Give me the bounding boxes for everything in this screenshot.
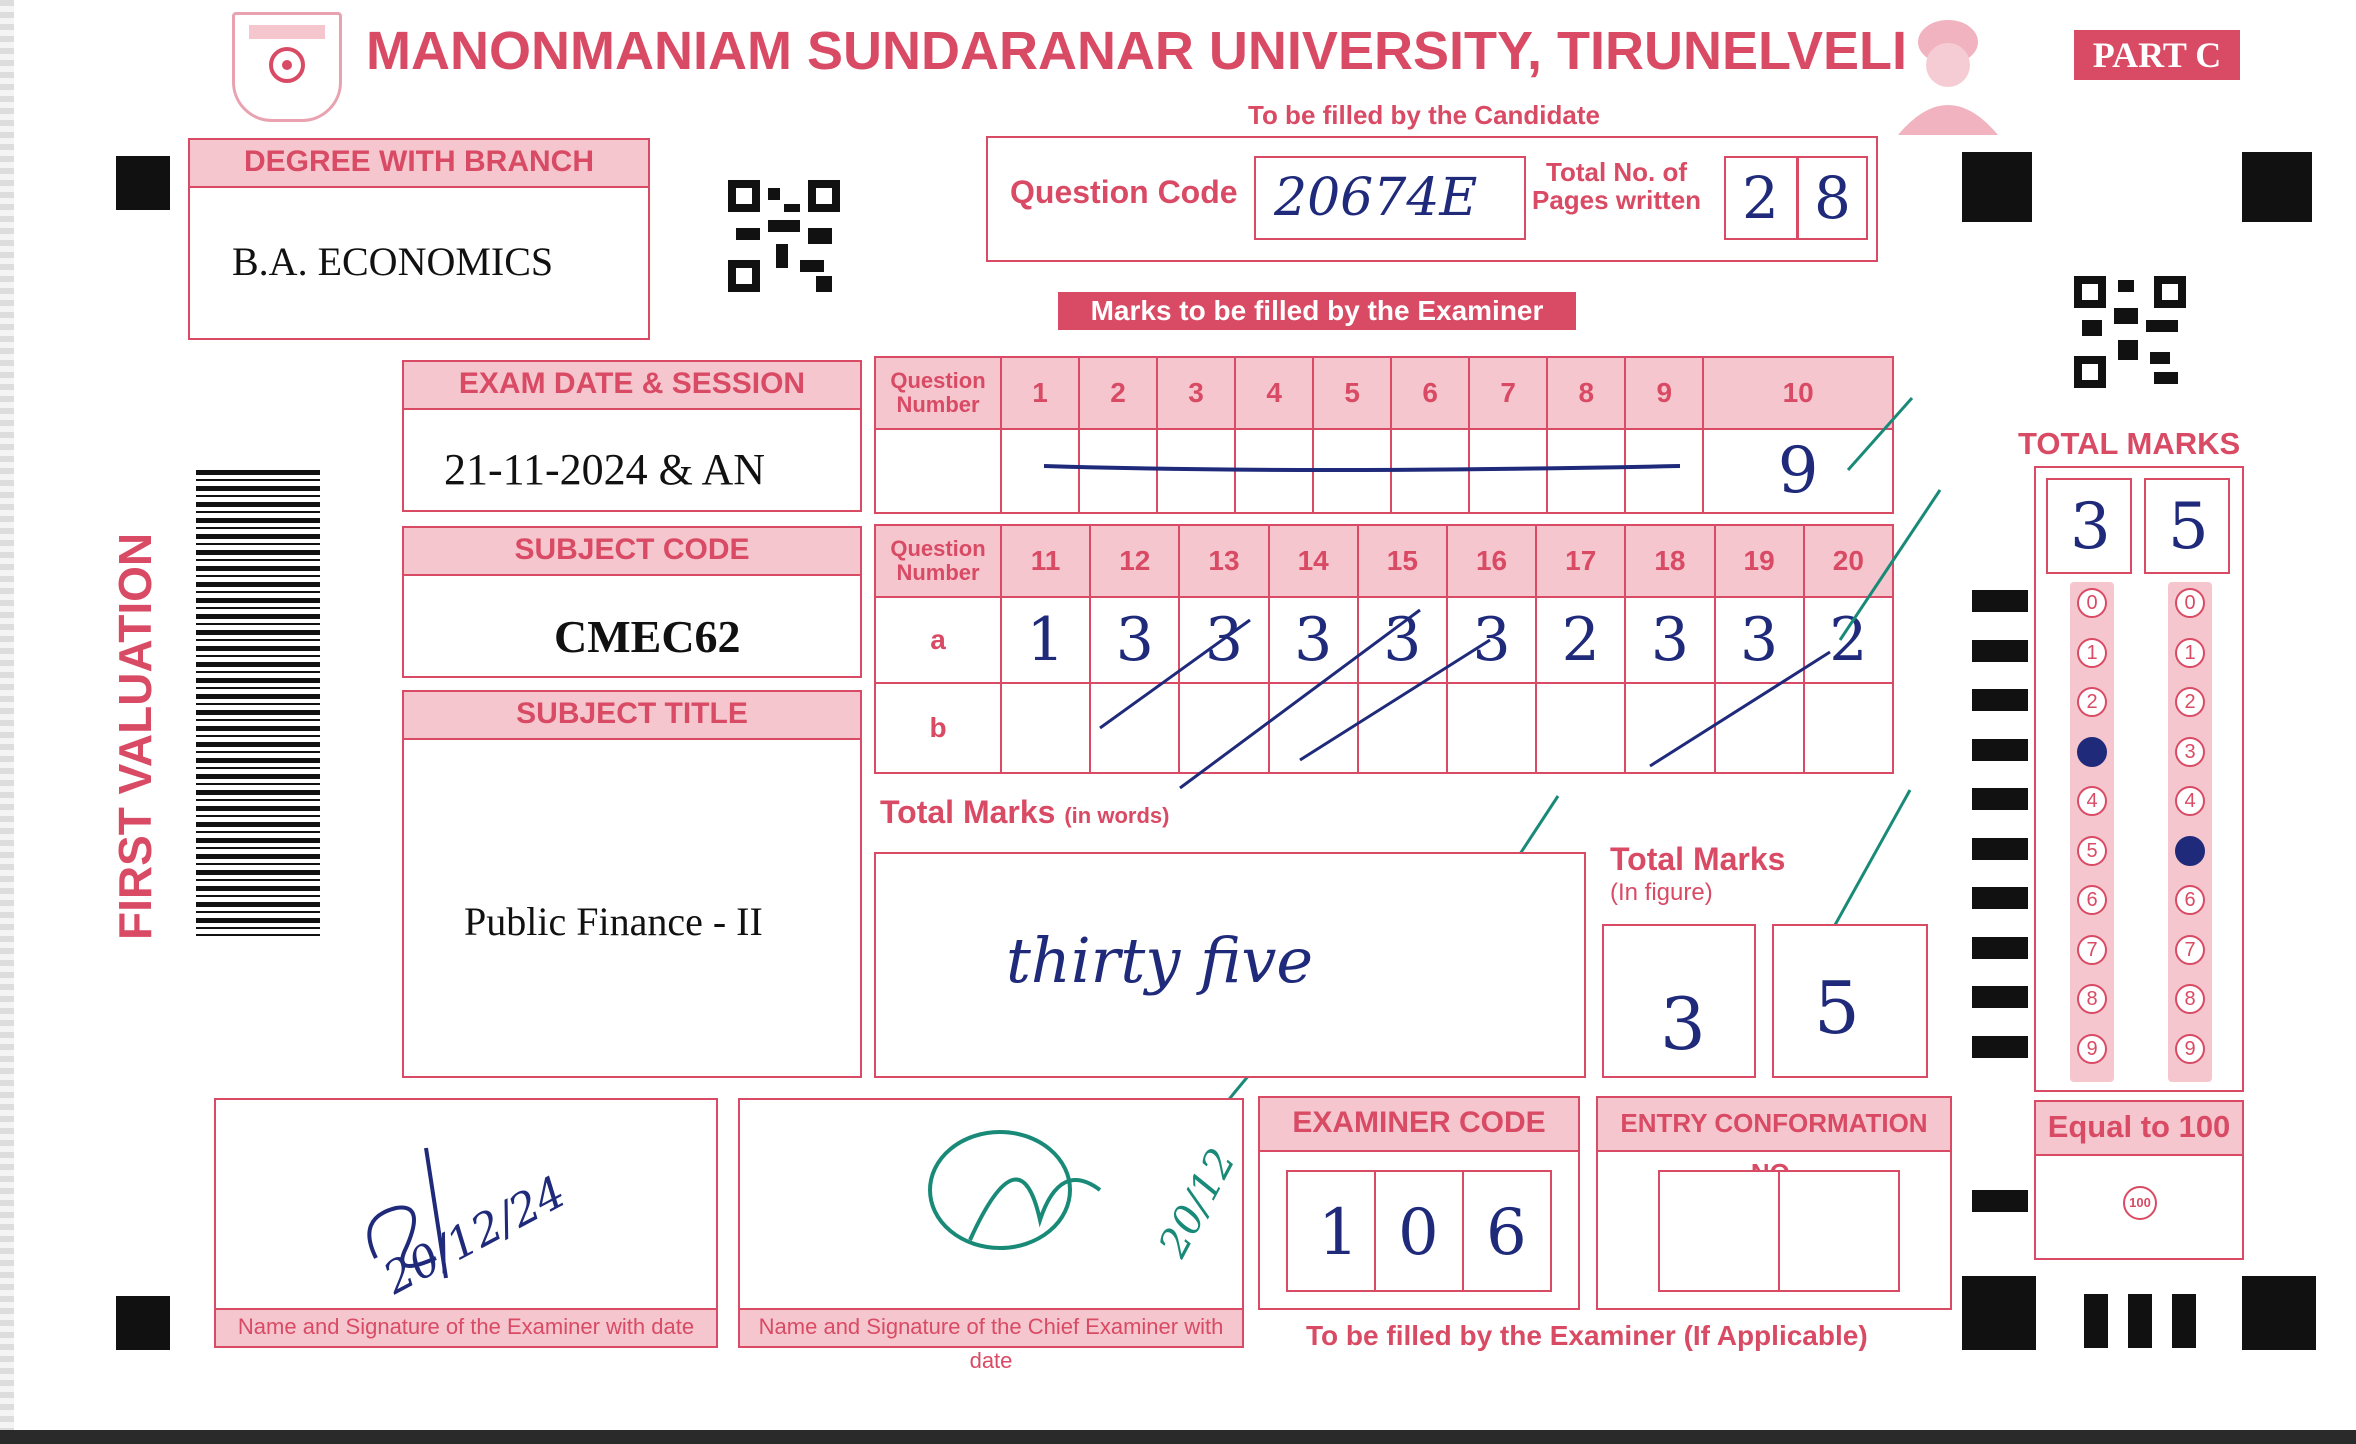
total-words-value: thirty five [1006, 924, 1314, 997]
examiner-code-digit: 6 [1486, 1196, 1527, 1270]
q-number: 16 [1447, 525, 1536, 597]
units-bubble-9[interactable]: 9 [2175, 1034, 2205, 1064]
mark-value: 3 [1294, 605, 1333, 675]
footer-note: To be filled by the Examiner (If Applicable) [1306, 1320, 1868, 1351]
mark-value: 1 [1026, 605, 1065, 675]
equal-100-label: Equal to 100 [2036, 1102, 2242, 1156]
university-name: MANONMANIAM SUNDARANAR UNIVERSITY, TIRUNELVELI [366, 21, 1908, 81]
examiner-code-label: EXAMINER CODE [1260, 1098, 1578, 1152]
examiner-banner: Marks to be filled by the Examiner [1058, 292, 1576, 330]
pages-label-line2: Pages written [1532, 185, 1702, 215]
exam-date-value: 21-11-2024 & AN [444, 445, 766, 494]
subject-code-value: CMEC62 [554, 611, 741, 662]
candidate-note: To be filled by the Candidate [1248, 100, 1600, 130]
subject-title-value: Public Finance - II [464, 899, 763, 944]
total-figure-digit-1: 3 [1660, 982, 1706, 1066]
q-label-line1: Question [890, 536, 986, 561]
q-number: 9 [1625, 357, 1703, 429]
tens-bubble-7[interactable]: 7 [2077, 935, 2107, 965]
mark-value: 3 [1740, 605, 1779, 675]
tens-bubble-5[interactable]: 5 [2077, 836, 2107, 866]
row-b-label: b [875, 683, 1001, 773]
mark-value: 2 [1561, 605, 1600, 675]
tens-digit: 3 [2070, 490, 2111, 564]
chief-date: 20/12 [1150, 1141, 1246, 1265]
total-marks-panel [2034, 466, 2244, 1092]
tens-bubble-2[interactable]: 2 [2077, 687, 2107, 717]
tens-bubble-4[interactable]: 4 [2077, 786, 2107, 816]
entry-conformation-box [1596, 1096, 1952, 1310]
row-a-label: a [875, 597, 1001, 683]
units-bubble-5[interactable] [2175, 836, 2205, 866]
q-number: 5 [1313, 357, 1391, 429]
examiner-signature-box[interactable] [214, 1098, 718, 1348]
q-label-line2: Number [896, 392, 980, 417]
subject-title-label: SUBJECT TITLE [404, 692, 860, 740]
subject-code-label: SUBJECT CODE [404, 528, 860, 576]
q-number: 14 [1269, 525, 1358, 597]
pages-label-line1: Total No. of [1546, 157, 1688, 187]
units-bubble-6[interactable]: 6 [2175, 885, 2205, 915]
units-bubble-7[interactable]: 7 [2175, 935, 2205, 965]
mark-value: 3 [1383, 605, 1422, 675]
equal-100-box [2034, 1100, 2244, 1260]
examiner-code-cell[interactable] [1374, 1170, 1464, 1292]
q-number: 3 [1157, 357, 1235, 429]
examiner-code-box [1258, 1096, 1580, 1310]
q-label-line2: Number [896, 560, 980, 585]
q-number: 8 [1547, 357, 1625, 429]
pages-digit-1: 2 [1742, 164, 1779, 232]
units-bubble-1[interactable]: 1 [2175, 638, 2205, 668]
mark-value: 3 [1115, 605, 1154, 675]
units-bubble-2[interactable]: 2 [2175, 687, 2205, 717]
q-number: 4 [1235, 357, 1313, 429]
q-number: 11 [1001, 525, 1090, 597]
entry-cell[interactable] [1658, 1170, 1780, 1292]
examiner-code-digit: 0 [1398, 1196, 1439, 1270]
degree-label: DEGREE WITH BRANCH [190, 140, 648, 188]
mark-value: 2 [1829, 605, 1868, 675]
q-number: 13 [1179, 525, 1268, 597]
q-number: 7 [1469, 357, 1547, 429]
q-number: 15 [1358, 525, 1447, 597]
first-valuation-label: FIRST VALUATION [109, 532, 161, 940]
mark-q10: 9 [1777, 434, 1819, 508]
mark-value: 3 [1204, 605, 1244, 675]
units-bubble-3[interactable]: 3 [2175, 737, 2205, 767]
tens-bubble-9[interactable]: 9 [2077, 1034, 2107, 1064]
equal-100-bubble[interactable]: 100 [2123, 1186, 2157, 1220]
tens-bubble-3[interactable] [2077, 737, 2107, 767]
examiner-code-cell[interactable] [1286, 1170, 1376, 1292]
exam-date-label: EXAM DATE & SESSION [404, 362, 860, 410]
q-number: 19 [1715, 525, 1804, 597]
units-digit: 5 [2168, 490, 2209, 564]
tens-bubble-6[interactable]: 6 [2077, 885, 2107, 915]
q-number: 17 [1536, 525, 1625, 597]
q-number: 2 [1079, 357, 1157, 429]
mark-value: 3 [1472, 605, 1511, 675]
q-number: 6 [1391, 357, 1469, 429]
units-bubble-0[interactable]: 0 [2175, 588, 2205, 618]
examiner-code-digit: 1 [1318, 1196, 1359, 1270]
chief-signature [910, 1100, 1170, 1270]
total-words-field[interactable] [874, 852, 1586, 1078]
units-bubble-8[interactable]: 8 [2175, 984, 2205, 1014]
pages-digit-2: 8 [1814, 164, 1851, 232]
total-marks-panel-label: TOTAL MARKS [2018, 426, 2241, 461]
total-figure-label-sub: (In figure) [1610, 879, 1713, 906]
units-bubble-4[interactable]: 4 [2175, 786, 2205, 816]
entry-conformation-label: ENTRY CONFORMATION [1598, 1098, 1950, 1152]
tens-bubble-0[interactable]: 0 [2077, 588, 2107, 618]
q-number: 18 [1625, 525, 1714, 597]
examiner-code-cell[interactable] [1462, 1170, 1552, 1292]
total-figure-tens[interactable] [1602, 924, 1756, 1078]
part-badge: PART C [2074, 30, 2240, 80]
tens-bubble-1[interactable]: 1 [2077, 638, 2107, 668]
q-number: 12 [1090, 525, 1179, 597]
tens-bubble-8[interactable]: 8 [2077, 984, 2107, 1014]
tens-digit-box[interactable] [2046, 478, 2132, 574]
total-figure-digit-2: 5 [1814, 966, 1860, 1050]
chief-signature-box[interactable] [738, 1098, 1246, 1373]
q-number: 10 [1703, 357, 1893, 429]
q-label-line1: Question [890, 368, 986, 393]
q-number: 1 [1001, 357, 1079, 429]
question-code-value: 20674E [1274, 168, 1478, 228]
examiner-date: 20/12/24 [375, 1166, 575, 1305]
units-digit-box[interactable] [2144, 478, 2230, 574]
total-words-label-sub: (in words) [1064, 803, 1170, 828]
chief-signature-label: Name and Signature of the Chief Examiner with date [740, 1308, 1242, 1346]
total-figure-label [1610, 842, 1785, 910]
mark-value: 3 [1650, 605, 1689, 675]
total-figure-label-text: Total Marks [1610, 841, 1786, 877]
total-figure-units[interactable] [1772, 924, 1928, 1078]
question-code-label: Question Code [1010, 174, 1238, 210]
q-number: 20 [1804, 525, 1893, 597]
examiner-signature-label: Name and Signature of the Examiner with date [216, 1308, 716, 1346]
entry-cell[interactable] [1778, 1170, 1900, 1292]
total-words-label [880, 794, 1169, 831]
degree-value: B.A. ECONOMICS [232, 239, 554, 284]
total-words-label-text: Total Marks [880, 794, 1056, 830]
